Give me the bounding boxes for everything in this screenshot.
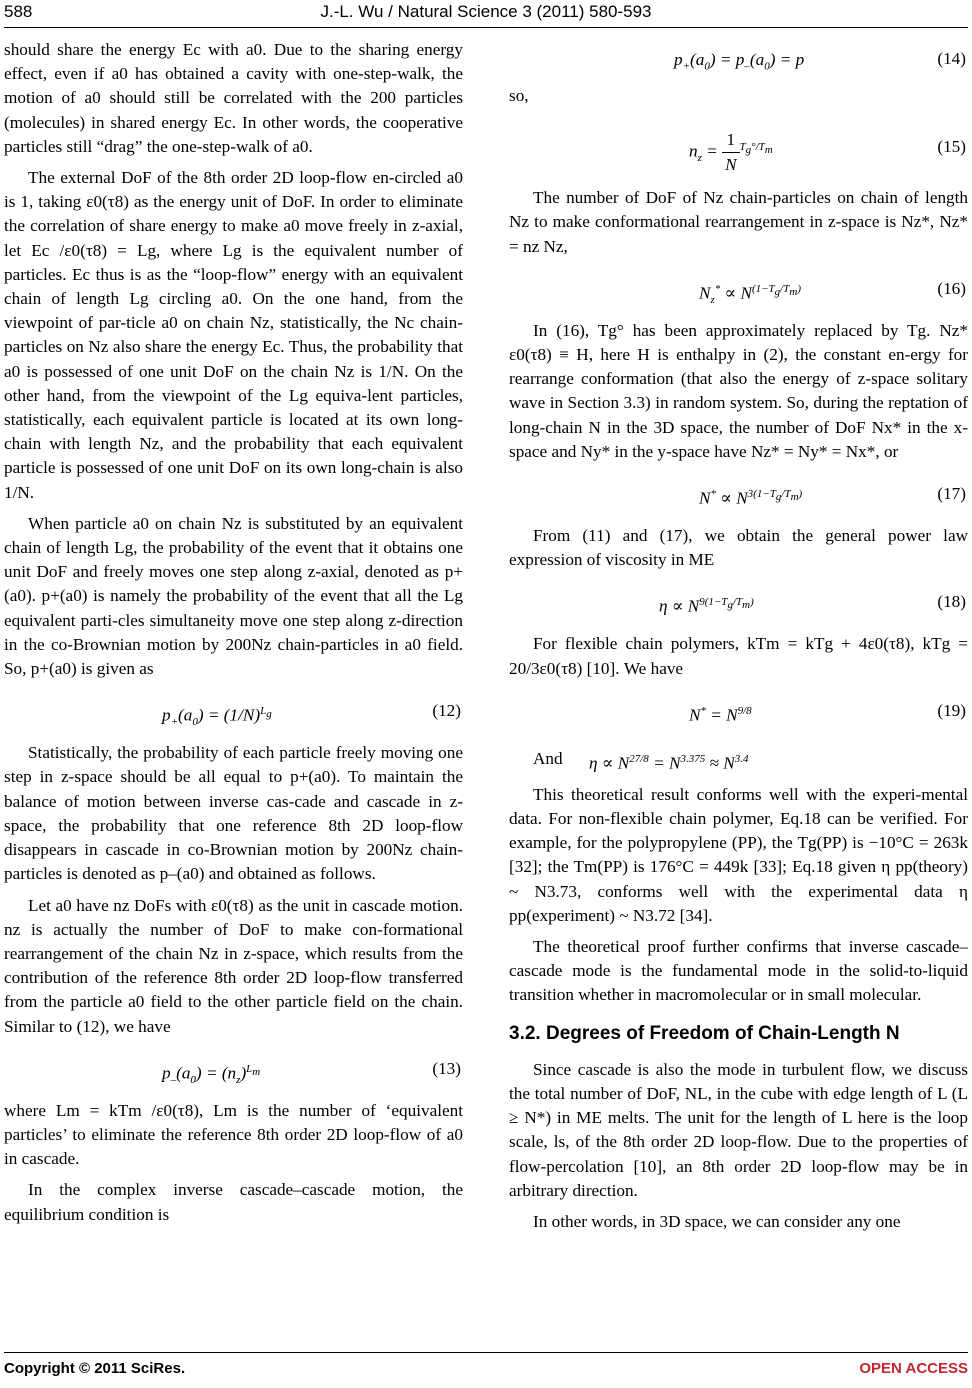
right-column xyxy=(509,38,968,1234)
equation-body: $p_+(a_0) = (1/N)^{L_g}$ xyxy=(162,705,272,729)
paragraph: The theoretical proof further confirms that inverse cascade–cascade mode is the fundamental mode in the solid-to-liquid transition whether in macromolecular or in small molecular. xyxy=(509,937,968,1005)
equation-body: $n_z$ = $\frac{1}{N}$ $^{T_g^\circ/T_m}$ xyxy=(689,130,773,175)
paragraph: When particle a0 on chain Nz is substituted by an equivalent chain of length Lg, the probability of the event that it obtains one unit DoF and freely moves one step along z-axial, denoted as p+(a0). p+(a0) is namely the probability of the event that all the Lg equivalent parti-cles simultaneity move one step along z-direction in the co-Brownian motion by 200Nz chain-particles in a0 field. So, p+(a0) is given as xyxy=(4,513,463,679)
equation-body: $N^* \propto N^{3(1-T_g/T_m)}$ xyxy=(699,488,803,508)
paragraph: In (16), Tg° has been approximately replaced by Tg. Nz* ε0(τ8) ≡ H, here H is enthalpy in (2), the constant en-ergy for rearrange conformation (that also the energy of z-space solitary wave in Section 3.3) in random system. So, during the reptation of long-chain N in the 3D space, the number of DoF Nx* in the x-space and Ny* in the y-space have Nz* = Ny* = Nx*, or xyxy=(509,320,968,461)
footer-rule xyxy=(4,1352,968,1353)
equation-number: (18) xyxy=(937,592,966,612)
equation-body: $\eta \propto N^{27/8} = N^{3.375} \approx N^{3.4}$ xyxy=(589,752,749,773)
equation-number: (13) xyxy=(432,1058,461,1078)
paragraph: Statistically, the probability of each particle freely moving one step in z-space should be all equal to p+(a0). To maintain the balance of motion between inverse cas-cade and cascade in z-space, the probability that one reference 8th 2D loop-flow disappears in cascade in co-Brownian motion by 200Nz chain-particles is denoted as p–(a0) and obtained as follows. xyxy=(4,743,463,884)
equation-number: (17) xyxy=(937,483,966,503)
paragraph: This theoretical result conforms well with the experi-mental data. For non-flexible chain polymer, Eq.18 can be verified. For example, for the polypropylene (PP), the Tg(PP) is −10°C = 263k [32]; the Tm(PP) is 176°C = 449k [33]; Eq.18 given η pp(theory) ~ N3.73, conforms well with the experimental data η pp(experiment) ~ N3.72 [34]. xyxy=(509,784,968,925)
equation-18 xyxy=(509,580,968,624)
equation-and xyxy=(509,741,968,775)
equation-15 xyxy=(509,116,968,178)
paragraph: From (11) and (17), we obtain the general power law expression of viscosity in ME xyxy=(509,526,968,570)
equation-13 xyxy=(4,1047,463,1091)
equation-body: $p_+(a_0) = p_-(a_0) = p$ xyxy=(674,50,805,73)
header-rule xyxy=(4,27,968,28)
paragraph: The external DoF of the 8th order 2D loop-flow en-circled a0 is 1, taking ε0(τ8) as the energy unit of DoF. In order to eliminate the correlation of share energy to make a0 move freely in z-axial, let Ec /ε0(τ8) = Lg, where Lg is the equivalent number of particles. Ec thus is as the “loop-flow” energy with an equivalent chain of length Lg circling a0. On the one hand, from the viewpoint of par-ticle a0 on chain Nz, statistically, the Nc chain-particles on Nz also share the energy Ec. Thus, the probability that a0 is possessed of one unit DoF on the chain Nz is 1/N. On the other hand, from the viewpoint of the Lg equiva-lent particles, statistically, each equivalent particle is located at its own long-chain with length Nz, and the probability that each equivalent particle is possessed of one unit DoF on its own long-chain is also 1/N. xyxy=(4,168,463,502)
open-access-label: OPEN ACCESS xyxy=(859,1360,968,1377)
paragraph: In the complex inverse cascade–cascade motion, the equilibrium condition is xyxy=(4,1180,463,1224)
paragraph: Since cascade is also the mode in turbulent flow, we discuss the total number of DoF, NL, in the cube with edge length of L (L ≥ N*) in ME melts. The unit for the length of L here is the loop scale, ls, of the 8th order 2D loop-flow. Due to the properties of flow-percolation [10], an 8th order 2D loop-flow may be in arbitrary direction. xyxy=(509,1059,968,1200)
equation-number: (12) xyxy=(432,701,461,721)
running-title: J.-L. Wu / Natural Science 3 (2011) 580-593 xyxy=(320,2,652,21)
paragraph: should share the energy Ec with a0. Due to the sharing energy effect, even if a0 has obtained a cavity with one-step-walk, the motion of a0 should still be correlated with the 200 particles (molecules) in shared energy Ec. In other words, the cooperative particles still “drag” the one-step-walk of a0. xyxy=(4,40,463,156)
equation-12 xyxy=(4,689,463,733)
paragraph: In other words, in 3D space, we can consider any one xyxy=(533,1212,901,1232)
page-header xyxy=(0,0,972,30)
equation-number: (14) xyxy=(937,48,966,68)
equation-16 xyxy=(509,267,968,311)
paragraph: so, xyxy=(509,86,529,105)
and-label: And xyxy=(533,748,563,768)
equation-body: $\eta \propto N^{9(1-T_g/T_m)}$ xyxy=(659,596,754,617)
equation-body: $N_z^* \propto N^{(1-T_g/T_m)}$ xyxy=(699,282,801,306)
left-column xyxy=(4,38,463,1227)
equation-number: (15) xyxy=(937,137,966,157)
equation-17 xyxy=(509,472,968,516)
paragraph: Let a0 have nz DoFs with ε0(τ8) as the unit in cascade motion. nz is actually the number of DoF to make con-formational rearrangement of the chain Nz in z-space, which results from the contribution of the reference 8th order 2D loop-flow transferred from the particle a0 field to the other particle field on the chain. Similar to (12), we have xyxy=(4,895,463,1036)
paragraph: where Lm = kTm /ε0(τ8), Lm is the number of ‘equivalent particles’ to eliminate the reference 8th order 2D loop-flow of a0 in cascade. xyxy=(4,1100,463,1169)
page-number: 588 xyxy=(4,2,33,21)
section-heading: 3.2. Degrees of Freedom of Chain-Length N xyxy=(509,1022,900,1044)
equation-body: $p_-(a_0) = (n_z)^{L_m}$ xyxy=(162,1062,261,1086)
equation-14 xyxy=(509,42,968,76)
equation-body: $N^* = N^{9/8}$ xyxy=(689,704,752,725)
equation-number: (19) xyxy=(937,700,966,720)
paragraph: For flexible chain polymers, kTm = kTg + 4ε0(τ8), kTg = 20/3ε0(τ8) [10]. We have xyxy=(509,634,968,678)
equation-number: (16) xyxy=(937,278,966,298)
equation-19 xyxy=(509,689,968,733)
copyright-notice: Copyright © 2011 SciRes. xyxy=(4,1360,186,1377)
paragraph: The number of DoF of Nz chain-particles on chain of length Nz to make conformational rearrangement in z-space is Nz*, Nz* = nz Nz, xyxy=(509,188,968,256)
